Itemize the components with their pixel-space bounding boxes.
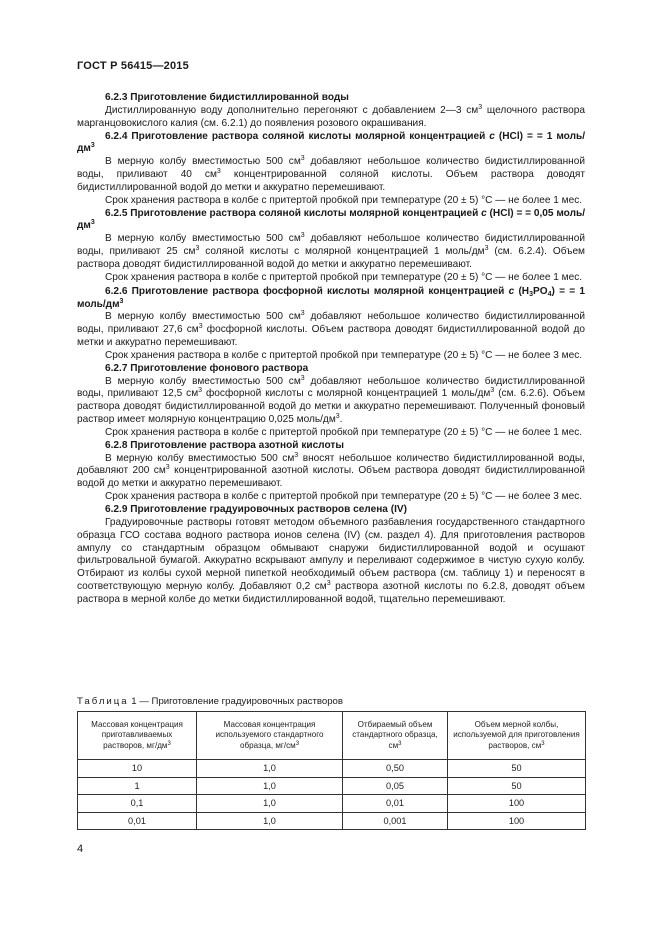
table-header-row [78, 712, 586, 760]
table-cell: 100 [448, 812, 586, 830]
section-6-2-5-heading: 6.2.5 Приготовление раствора соляной кислоты молярной концентрацией c (HCl) = = 0,05 моль/$дм^3$ [77, 207, 585, 232]
section-6-2-8-storage: Срок хранения раствора в колбе с притертой пробкой при температуре (20 ± 5) °С — не более 3 мес. [105, 491, 583, 503]
section-6-2-3-heading: 6.2.3 Приготовление бидистиллированной воды [105, 92, 349, 103]
table-cell: 1,0 [197, 812, 343, 830]
section-6-2-4-storage: Срок хранения раствора в колбе с притертой пробкой при температуре (20 ± 5) °С — не более 1 мес. [105, 194, 583, 206]
section-6-2-5-text: В мерную колбу вместимостью 500 $см^3$ добавляют небольшое количество бидистиллированной воды, приливают 25 $см^3$ соляной кислоты с молярной концентрацией 1 моль/$дм^3$ (см. 6.2.4). Объем раствора доводят бидистиллированной водой до метки и аккуратно перемешивают. [77, 232, 585, 270]
section-6-2-7-storage: Срок хранения раствора в колбе с притертой пробкой при температуре (20 ± 5) °С — не более 1 мес. [105, 426, 583, 438]
section-6-2-9-text: Градуировочные растворы готовят методом объемного разбавления государственного стандартного образца ГСО состава водного раствора ионов селена (IV) (см. раздел 4). Для приготовления растворов ампулу со стандартным образцом обмывают снаружи бидистиллированной водой и осушают фильтровальной бумагой. Аккуратно вскрывают ампулу и переливают содержимое в чистую сухую колбу. Отбирают из колбы сухой мерной пипеткой необходимый объем раствора (см. таблицу 1) и переносят в соответствующую мерную колбу. Добавляют 0,2 $см^3$ раствора азотной кислоты по 6.2.8, доводят объем раствора в мерной колбе до метки бидистиллированной водой, тщательно перемешивают. [77, 516, 585, 605]
table-cell: 100 [448, 795, 586, 813]
page-number: 4 [77, 843, 84, 855]
section-6-2-6-heading: 6.2.6 Приготовление раствора фосфорной кислоты молярной концентрацией c $(H_3PO_4)$ = = 1 моль/$дм^3$ [77, 285, 585, 310]
section-6-2-8-heading: 6.2.8 Приготовление раствора азотной кислоты [105, 439, 344, 451]
document-body [77, 92, 585, 607]
table-row [78, 777, 586, 795]
section-6-2-7-text: В мерную колбу вместимостью 500 $см^3$ добавляют небольшое количество бидистиллированной воды, приливают 12,5 $см^3$ фосфорной кислоты с молярной концентрацией 1 моль/$дм^3$ (см. 6.2.6). Объем раствора доводят бидистиллированной водой до метки и аккуратно перемешивают. Полученный фоновый раствор имеет молярную концентрацию 0,025 моль/$дм^3$. [77, 374, 586, 426]
table-cell: 0,1 [78, 795, 197, 813]
section-6-2-4-heading: 6.2.4 Приготовление раствора соляной кислоты молярной концентрацией c (HCl) = = 1 моль/$дм^3$ [77, 130, 586, 155]
section-6-2-5-storage: Срок хранения раствора в колбе с притертой пробкой при температуре (20 ± 5) °С — не более 1 мес. [105, 271, 583, 283]
table-cell: 1,0 [197, 777, 343, 795]
table-cell: 0,50 [343, 760, 448, 778]
calibration-table [77, 711, 586, 830]
table-cell: 1,0 [197, 795, 343, 813]
column-header: Отбираемый объем стандартного образца, $см^3$ [343, 712, 448, 760]
table-cell: 0,01 [78, 812, 197, 830]
table-row [78, 812, 586, 830]
column-header: Объем мерной колбы, используемой для приготовления растворов, $см^3$ [448, 712, 586, 760]
table-cell: 0,001 [343, 812, 448, 830]
section-6-2-8-text: В мерную колбу вместимостью 500 $см^3$ вносят небольшое количество бидистиллированной воды, добавляют 200 $см^3$ концентрированной азотной кислоты. Объем раствора доводят бидистиллированной водой до метки и аккуратно перемешивают. [77, 451, 585, 490]
table-cell: 0,05 [343, 777, 448, 795]
table-caption: Таблица 1 — Приготовление градуировочных растворов [77, 696, 343, 707]
table-row [78, 760, 586, 778]
section-6-2-4-text: В мерную колбу вместимостью 500 $см^3$ добавляют небольшое количество бидистиллированной воды, приливают 40 $см^3$ концентрированной соляной кислоты. Объем раствора доводят бидистиллированной водой до метки и аккуратно перемешивают. [77, 155, 586, 193]
table-row [78, 795, 586, 813]
table-cell: 50 [448, 760, 586, 778]
section-6-2-6-text: В мерную колбу вместимостью 500 $см^3$ добавляют небольшое количество бидистиллированной воды, приливают 27,6 $см^3$ фосфорной кислоты. Объем раствора доводят бидистиллированной водой до метки и аккуратно перемешивают. [77, 310, 585, 349]
column-header: Массовая концентрация приготавливаемых растворов, $мг/дм^3$ [78, 712, 197, 760]
table-cell: 1 [78, 777, 197, 795]
section-6-2-6-storage: Срок хранения раствора в колбе с притертой пробкой при температуре (20 ± 5) °С — не более 3 мес. [105, 349, 583, 361]
table-cell: 10 [78, 760, 197, 778]
table-cell: 0,01 [343, 795, 448, 813]
section-6-2-9-heading: 6.2.9 Приготовление градуировочных растворов селена (IV) [105, 504, 407, 515]
table-cell: 50 [448, 777, 586, 795]
column-header: Массовая концентрация используемого стандартного образца, $мг/см^3$ [197, 712, 343, 760]
section-6-2-3-text: Дистиллированную воду дополнительно перегоняют с добавлением 2—3 $см^3$ щелочного раствора марганцовокислого калия (см. 6.2.1) до появления розового окрашивания. [77, 103, 585, 129]
table-cell: 1,0 [197, 760, 343, 778]
section-6-2-7-heading: 6.2.7 Приготовление фонового раствора [105, 362, 309, 374]
document-header: ГОСТ Р 56415—2015 [77, 60, 189, 72]
